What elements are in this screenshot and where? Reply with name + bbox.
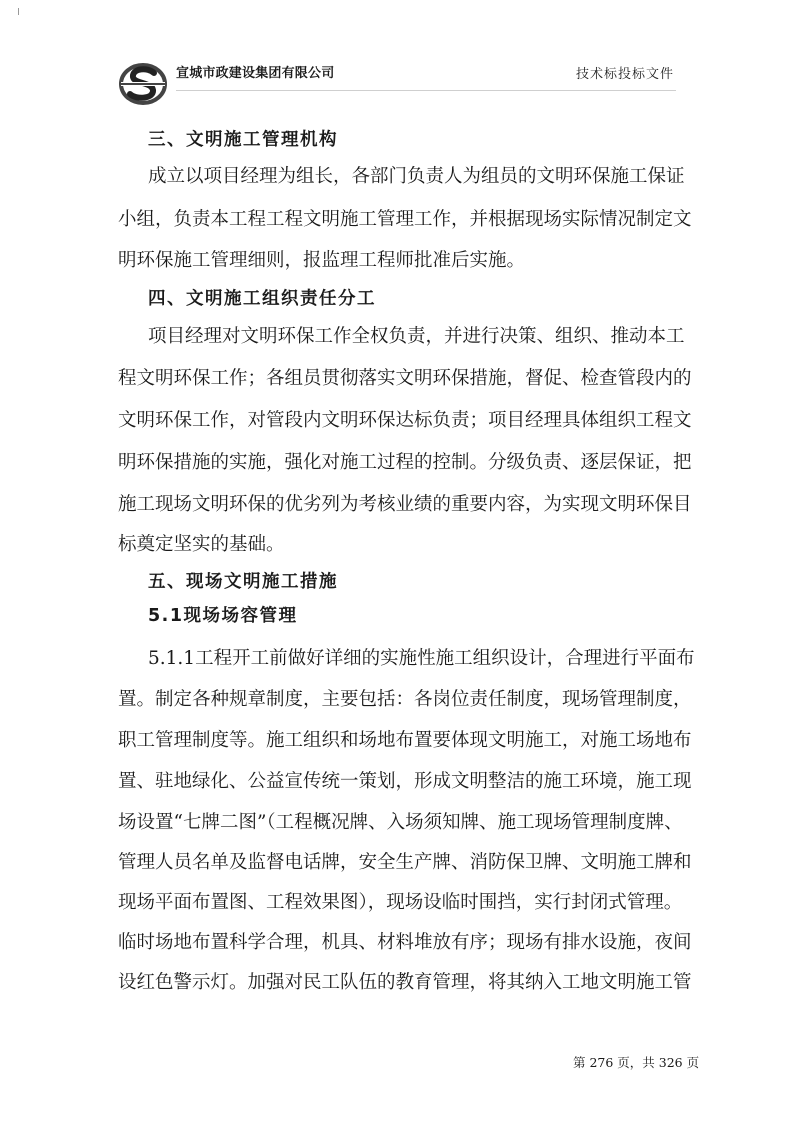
section-heading: 五、现场文明施工措施 (148, 572, 338, 592)
paragraph-line: 置。制定各种规章制度，主要包括：各岗位责任制度，现场管理制度， (118, 689, 692, 710)
paragraph-line: 5.1.1工程开工前做好详细的实施性施工组织设计，合理进行平面布 (148, 648, 695, 669)
paragraph-line: 明环保措施的实施，强化对施工过程的控制。分级负责、逐层保证，把 (118, 452, 692, 473)
paragraph-line: 明环保施工管理细则，报监理工程师批准后实施。 (118, 250, 526, 271)
paragraph-line: 场设置“七牌二图”（工程概况牌、入场须知牌、施工现场管理制度牌、 (118, 812, 683, 833)
paragraph-line: 现场平面布置图、工程效果图），现场设临时围挡，实行封闭式管理。 (118, 892, 683, 913)
company-name: 宣城市政建设集团有限公司 (176, 66, 335, 81)
section-heading: 四、文明施工组织责任分工 (148, 289, 376, 309)
paragraph-line: 置、驻地绿化、公益宣传统一策划，形成文明整洁的施工环境，施工现 (118, 771, 692, 792)
header-divider (176, 90, 676, 91)
page-number: 第 276 页，共 326 页 (573, 1055, 700, 1070)
paragraph-line: 项目经理对文明环保工作全权负责，并进行决策、组织、推动本工 (148, 326, 685, 347)
paragraph-line: 文明环保工作，对管段内文明环保达标负责；项目经理具体组织工程文 (118, 410, 692, 431)
scan-corner-mark (18, 8, 19, 15)
paragraph-line: 管理人员名单及监督电话牌，安全生产牌、消防保卫牌、文明施工牌和 (118, 852, 692, 873)
paragraph-line: 程文明环保工作；各组员贯彻落实文明环保措施，督促、检查管段内的 (118, 368, 692, 389)
section-heading: 三、文明施工管理机构 (148, 130, 338, 150)
paragraph-line: 小组，负责本工程工程文明施工管理工作，并根据现场实际情况制定文 (118, 209, 692, 230)
page-header (118, 52, 678, 112)
subsection-heading: 5.1现场场容管理 (148, 606, 298, 626)
document-type: 技术标投标文件 (575, 67, 674, 82)
paragraph-line: 成立以项目经理为组长，各部门负责人为组员的文明环保施工保证 (148, 166, 685, 187)
paragraph-line: 设红色警示灯。加强对民工队伍的教育管理，将其纳入工地文明施工管 (118, 972, 692, 993)
paragraph-line: 临时场地布置科学合理，机具、材料堆放有序；现场有排水设施，夜间 (118, 932, 692, 953)
paragraph-line: 施工现场文明环保的优劣列为考核业绩的重要内容，为实现文明环保目 (118, 494, 692, 515)
paragraph-line: 职工管理制度等。施工组织和场地布置要体现文明施工，对施工场地布 (118, 730, 692, 751)
paragraph-line: 标奠定坚实的基础。 (118, 534, 285, 555)
company-s-logo-icon (118, 58, 168, 108)
